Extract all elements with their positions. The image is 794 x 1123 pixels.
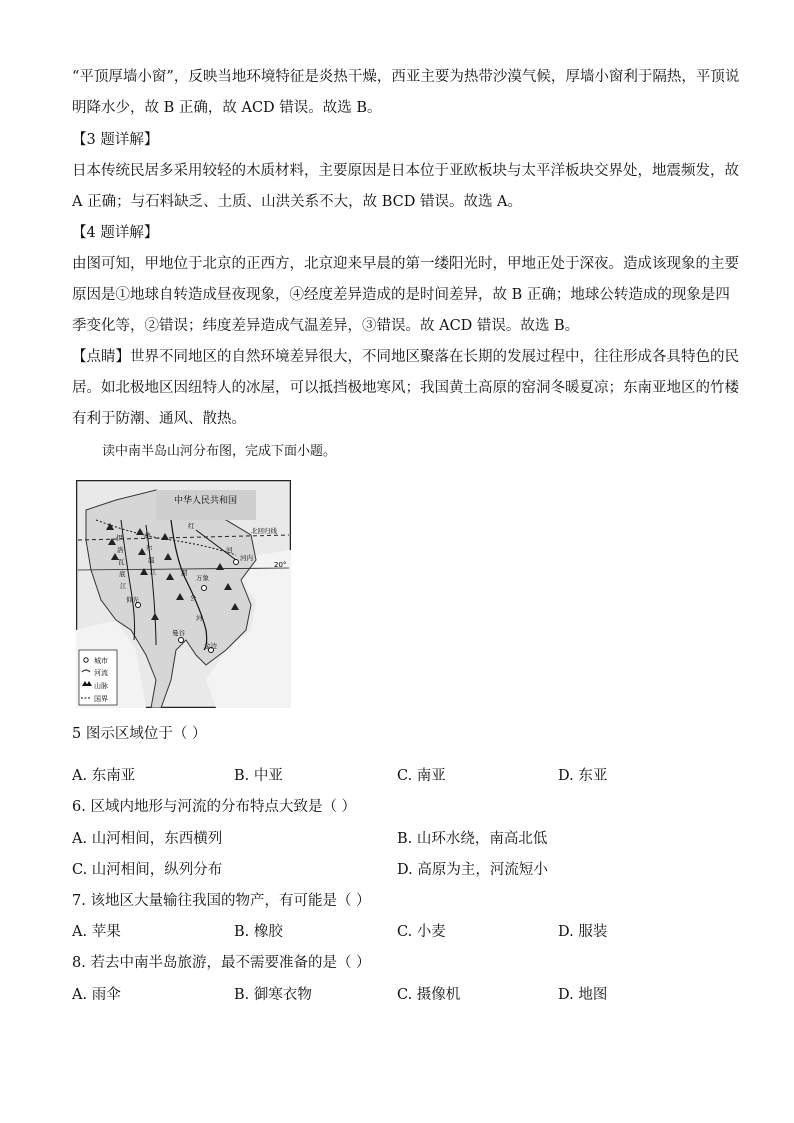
q3-explanation [72,156,739,218]
text-line: 日本传统民居多采用较轻的木质材料，主要原因是日本位于亚欧板块与太平洋板块交界处，地震频发，故 [72,163,739,179]
map-river-label: 湄 [181,569,188,577]
option-d: D. 高原为主，河流短小 [397,862,548,878]
option-b: B. 御寒衣物 [234,987,312,1003]
text-line: 居。如北极地区因纽特人的冰屋，可以抵挡极地寒风；我国黄土高原的窑洞冬暖夏凉；东南亚地区的竹楼 [72,380,739,396]
option-c: C. 南亚 [397,768,446,784]
option-a: A. 苹果 [72,924,121,940]
map-river-label: 江 [120,582,127,590]
map-tropic-label: 北回归线 [251,527,277,535]
option-c: C. 小麦 [397,924,446,940]
text-line [72,342,739,373]
legend-label: 国界 [94,695,108,703]
map-river-label: 洛 [117,546,124,554]
map-river-label: 萨 [144,532,151,540]
map-country-label: 中华人民共和国 [174,496,238,506]
map-river-label: 公 [190,594,197,602]
option-a: A. 山河相间，东西横列 [72,831,223,847]
map-city-label: 仰光 [126,596,139,604]
text-line: 由图可知，甲地位于北京的正西方，北京迎来早晨的第一缕阳光时，甲地正处于深夜。造成该现象的主要 [72,256,739,272]
map-city-label: 金边 [204,642,217,650]
text-line: 明降水少，故 B 正确，故 ACD 错误。故选 B。 [72,100,382,116]
text-line: 有利于防潮、通风、散热。 [72,411,246,427]
map-legend [79,650,117,705]
option-d: D. 服装 [558,924,608,940]
map-river-label: 河 [196,614,203,622]
key-point-label: 【点睛】 [72,349,130,365]
option-b: B. 山环水绕，南高北低 [397,831,548,847]
map-river-label: 河 [226,546,233,554]
text-line: A 正确；与石料缺乏、土质、山洪关系不大，故 BCD 错误。故选 A。 [72,194,523,210]
option-c: C. 摄像机 [397,987,461,1003]
q3-heading: 【3 题详解】 [72,132,159,148]
legend-label: 河流 [94,669,108,677]
key-point-paragraph [72,342,739,435]
option-c: C. 山河相间，纵列分布 [72,862,223,878]
legend-label: 城市 [94,657,108,665]
text-line: 季变化等，②错误；纬度差异造成气温差异，③错误。故 ACD 错误。故选 B。 [72,318,580,334]
question-stem: 6. 区域内地形与河流的分布特点大致是（ ） [72,799,357,815]
map-river-label: 温 [148,556,155,564]
option-d: D. 地图 [558,987,608,1003]
option-a: A. 东南亚 [72,768,136,784]
map-city-label: 万象 [196,574,209,582]
option-a: A. 雨伞 [72,987,121,1003]
map-city-label: 曼谷 [172,629,185,637]
q4-explanation [72,249,739,342]
question-stem: 8. 若去中南半岛旅游，最不需要准备的是（ ） [72,955,371,971]
map-latitude-label: 20° [274,561,287,569]
indochina-map [76,480,291,708]
map-caption: 读中南半岛山河分布图，完成下面小题。 [102,444,337,459]
option-d: D. 东亚 [558,768,608,784]
map-river-label: 红 [188,522,195,530]
map-river-label: 伊 [116,534,123,542]
map-river-label: 尔 [146,544,153,552]
text-line: 原因是①地球自转造成昼夜现象，④经度差异造成的是时间差异，故 B 正确；地球公转造成的现象是四 [72,287,730,303]
map-river-label: 底 [119,570,126,578]
map-river-label: 瓦 [118,558,125,566]
question-stem: 5 图示区域位于（ ） [72,726,207,742]
option-b: B. 中亚 [234,768,283,784]
q4-heading: 【4 题详解】 [72,225,159,241]
option-b: B. 橡胶 [234,924,283,940]
legend-label: 山脉 [94,682,108,690]
map-river-label: 江 [150,568,157,576]
question-stem: 7. 该地区大量输往我国的物产，有可能是（ ） [72,893,371,909]
key-point-text: 世界不同地区的自然环境差异很大，不同地区聚落在长期的发展过程中，往往形成各具特色的民 [130,349,739,365]
text-line: “平顶厚墙小窗”，反映当地环境特征是炎热干燥，西亚主要为热带沙漠气候，厚墙小窗利于隔热，平顶说 [72,69,740,85]
answer-paragraph-2 [72,62,740,124]
map-city-label: 河内 [240,554,253,562]
